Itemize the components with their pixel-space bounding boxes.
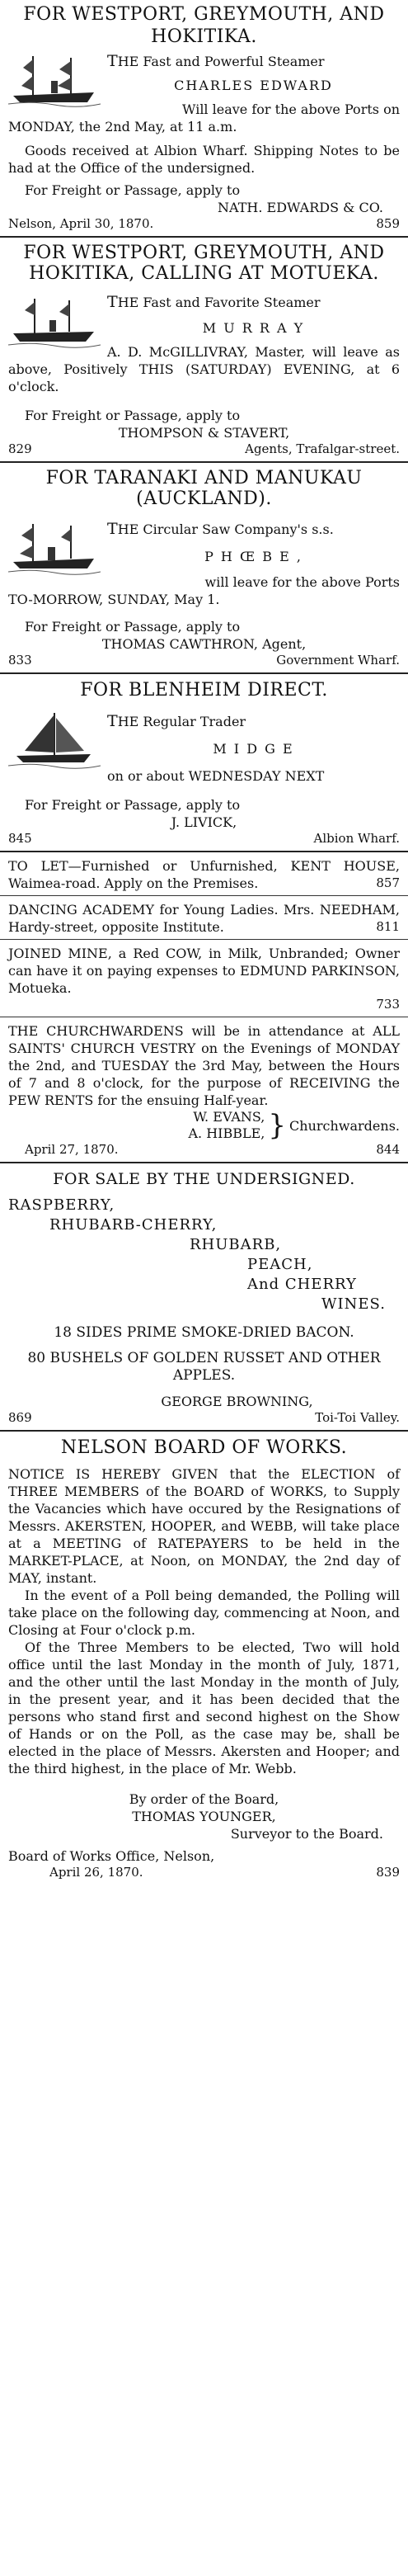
advert-board-of-works [0,1437,408,1880]
notice-paragraph: Of the Three Members to be elected, Two will hold office until the last Monday in the month of July, 1871, and the other until the last Monday in the month of July, in the present year, and it has been decided that the persons who stand first and second highest on the Show of Hands or on the Poll, as the case may be, shall be elected in the place of Messrs. Akersten and Hooper; and the third highest, in the place of Mr. Webb. [8,1639,400,1776]
notice-signer-role: Surveyor to the Board. [230,1826,383,1842]
advert-intro: HE Regular Trader [117,714,246,729]
advert-number: 839 [376,1865,400,1880]
dropcap: T [107,712,118,730]
signer-name: W. EVANS, [193,1109,265,1125]
wine-list [8,1196,400,1314]
vessel-name: CHARLES EDWARD [174,78,333,93]
advert-bacon: 18 SIDES PRIME SMOKE-DRIED BACON. [54,1324,354,1341]
advert-dateline: Nelson, April 30, 1870. [8,216,154,231]
advert-date: April 26, 1870. [49,1865,143,1880]
divider [0,851,408,852]
advert-text: TO LET—Furnished or Unfurnished, KENT HOUSE, Waimea-road. Apply on the Premises. [8,858,400,891]
dropcap: T [107,520,118,538]
advert-heading: FOR TARANAKI AND MANUKAU (AUCKLAND). [45,468,363,509]
notice-paragraph: In the event of a Poll being demanded, the Polling will take place on the following day, commencing at Noon, and Closing at Four o'clock p.m. [8,1588,400,1638]
wine-item: RASPBERRY, [8,1196,115,1214]
divider [0,895,408,896]
sailing-ship-icon [8,710,101,769]
advert-footer [8,653,400,668]
advert-place: Toi-Toi Valley. [315,1410,400,1425]
steamer-ship-icon [8,290,101,350]
advert-agent: THOMPSON & STAVERT, [118,425,290,441]
advert-apply: For Freight or Passage, apply to [25,619,241,635]
notice-order: By order of the Board, [129,1791,279,1807]
notice-signer: THOMAS YOUNGER, [132,1809,276,1824]
advert-text: THE CHURCHWARDENS will be in attendance at ALL SAINTS' CHURCH VESTRY on the Evenings of MONDAY the 2nd, and TUESDAY the 3rd May, between the Hours of 7 and 8 o'clock, for the purpose of RECEIVING the PEW RENTS for the ensuing Half-year. [8,1023,400,1108]
advert-agent-address: Albion Wharf. [313,831,400,846]
advert-number: 869 [8,1410,32,1425]
advert-heading: FOR WESTPORT, GREYMOUTH, AND HOKITIKA. [23,4,385,47]
advert-intro: HE Fast and Powerful Steamer [117,54,325,69]
advert-footer [8,1410,400,1425]
divider [0,461,408,463]
advert-text: DANCING ACADEMY for Young Ladies. Mrs. NEEDHAM, Hardy-street, opposite Institute. [8,902,400,935]
advert-joined-mine [0,945,408,1012]
wine-item: WINES. [321,1295,386,1313]
advert-heading: FOR WESTPORT, GREYMOUTH, AND HOKITIKA, CALLING AT MOTUEKA. [23,243,385,284]
advert-intro: HE Fast and Favorite Steamer [117,295,321,310]
advert-agent: NATH. EDWARDS & CO. [218,200,383,215]
signature-block [8,1109,400,1142]
divider [0,236,408,238]
advert-footer [8,831,400,846]
advert-for-sale [0,1168,408,1425]
advert-line: TO-MORROW, SUNDAY, May 1. [8,592,220,607]
advert-heading: NELSON BOARD OF WORKS. [60,1437,348,1458]
advert-apply: For Freight or Passage, apply to [25,408,241,423]
advert-footer [8,1865,400,1880]
advert-footer [8,216,400,231]
notice-office: Board of Works Office, Nelson, [8,1848,215,1864]
wine-item: PEACH, [247,1256,313,1273]
notice-paragraph: NOTICE IS HEREBY GIVEN that the ELECTION of THREE MEMBERS of the BOARD of WORKS, to Supply the Vacancies which have occured by the Resignations of Messrs. AKERSTEN, HOOPER, and WEBB, will take place at a MEETING of RATEPAYERS to be held in the MARKET-PLACE, at Noon, on MONDAY, the 2nd day of MAY, instant. [8,1466,400,1586]
advert-blenheim-midge [0,679,408,846]
advert-line: will leave for the above Ports [204,574,400,590]
advert-apples: 80 BUSHELS OF GOLDEN RUSSET AND OTHER APPLES. [27,1350,381,1384]
advert-line: on or about WEDNESDAY NEXT [107,768,325,784]
advert-number: 733 [376,997,400,1012]
advert-footer [8,1142,400,1157]
advert-dancing-academy [0,901,408,934]
dropcap: T [107,52,118,70]
advert-taranaki-phoebe [0,468,408,668]
advert-number: 829 [8,441,32,456]
steamer-ship-icon [8,517,101,577]
dropcap: T [107,293,118,311]
advert-apply: For Freight or Passage, apply to [25,797,241,813]
vessel-name: M I D G E [213,741,294,757]
divider [0,672,408,674]
vessel-name: M U R R A Y [202,320,305,336]
advert-number: 844 [376,1142,400,1157]
advert-date: April 27, 1870. [25,1142,119,1157]
advert-westport-murray [0,243,408,456]
signer-role: Churchwardens. [289,1117,400,1134]
advert-heading: FOR BLENHEIM DIRECT. [80,680,328,701]
advert-line: Will leave for the above Ports on [182,101,400,117]
signer-name: A. HIBBLE, [188,1125,265,1141]
vessel-name: P H Œ B E , [204,549,302,564]
advert-intro: HE Circular Saw Company's s.s. [117,521,334,537]
divider [0,1430,408,1432]
advert-agent: J. LIVICK, [171,814,237,830]
advert-text: JOINED MINE, a Red COW, in Milk, Unbranded; Owner can have it on paying expenses to EDMUND PARKINSON, Motueka. [8,946,400,996]
advert-to-let [0,857,408,890]
advert-churchwardens [0,1022,408,1157]
advert-goods-text: Goods received at Albion Wharf. Shipping Notes to be had at the Office of the undersigned. [8,143,400,176]
brace-glyph: } [268,1109,287,1142]
advert-number: 811 [376,919,400,934]
wine-item: RHUBARB, [190,1236,282,1253]
advert-heading: FOR SALE BY THE UNDERSIGNED. [53,1170,355,1188]
steamer-ship-icon [8,50,101,109]
wine-item: RHUBARB-CHERRY, [49,1216,218,1234]
wine-item: And CHERRY [247,1276,357,1293]
advert-footer [8,441,400,456]
advert-number: 833 [8,653,32,668]
advert-seller: GEORGE BROWNING, [161,1394,313,1409]
advert-westport-charles-edward [0,0,408,231]
advert-agent-address: Agents, Trafalgar-street. [245,441,400,456]
divider [0,939,408,940]
advert-apply: For Freight or Passage, apply to [25,182,241,198]
divider [0,1162,408,1163]
advert-agent-address: Government Wharf. [276,653,400,668]
advert-number: 845 [8,831,32,846]
advert-line: MONDAY, the 2nd May, at 11 a.m. [8,119,237,134]
advert-agent: THOMAS CAWTHRON, Agent, [101,636,307,652]
advert-number: 857 [376,875,400,890]
advert-text: A. D. McGILLIVRAY, Master, will leave as above, Positively THIS (SATURDAY) EVENING, at 6 o'clock. [8,344,400,394]
advert-number: 859 [376,216,400,231]
